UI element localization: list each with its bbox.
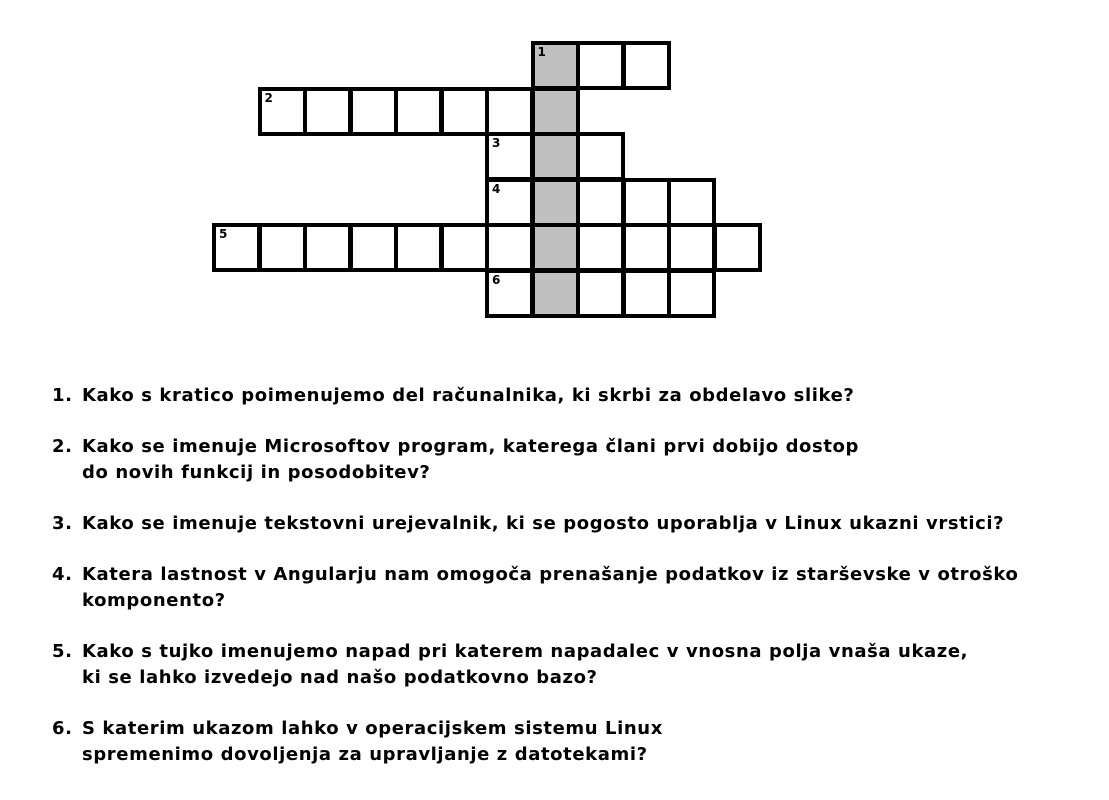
crossword-cell[interactable] [349,87,398,136]
cell-number: 5 [219,227,228,241]
crossword-cell[interactable] [576,132,625,181]
crossword-cell-solution[interactable] [531,132,580,181]
clue-item [52,639,1018,691]
cell-number: 1 [537,45,546,59]
clue-item [52,511,1018,537]
clue-text: Kako s kratico poimenujemo del računalnika, ki skrbi za obdelavo slike? [82,385,855,406]
clue-text: do novih funkcij in posodobitev? [82,462,431,483]
crossword-cell[interactable] [622,269,671,318]
crossword-cell-solution[interactable] [531,41,580,90]
cell-number: 2 [264,90,273,105]
crossword-cell[interactable] [622,41,671,90]
crossword-cell[interactable] [394,87,443,136]
crossword-cell-solution[interactable] [531,178,580,227]
clue-text: Kako se imenuje Microsoftov program, katerega člani prvi dobijo dostop [82,436,859,457]
crossword-cell[interactable] [485,87,534,136]
crossword-cell[interactable] [485,178,534,227]
crossword-cell[interactable] [576,41,625,90]
clue-text: komponento? [82,590,226,611]
clue-number: 6. [52,718,73,739]
clue-number: 4. [52,564,73,585]
crossword-cell[interactable] [667,223,716,272]
crossword-cell[interactable] [440,87,489,136]
crossword-cell[interactable] [212,223,261,272]
clue-number: 2. [52,436,73,457]
crossword-cell[interactable] [713,223,762,272]
crossword-cell-solution[interactable] [531,87,580,136]
crossword-cell[interactable] [576,269,625,318]
clue-item [52,716,1018,768]
crossword-cell[interactable] [349,223,398,272]
crossword-cell[interactable] [485,269,534,318]
crossword-cell[interactable] [303,87,352,136]
crossword-cell[interactable] [622,178,671,227]
crossword-cell[interactable] [485,132,534,181]
clue-number: 5. [52,641,73,662]
cell-number: 3 [492,136,501,150]
clue-list [52,383,1018,793]
clue-item [52,562,1018,614]
crossword-grid [0,0,1109,330]
clue-text: Kako se imenuje tekstovni urejevalnik, ki se pogosto uporablja v Linux ukazni vrstici? [82,513,1005,534]
clue-text: spremenimo dovoljenja za upravljanje z datotekami? [82,744,648,765]
clue-text: ki se lahko izvedejo nad našo podatkovno bazo? [82,667,598,688]
crossword-cell[interactable] [667,178,716,227]
cell-number: 4 [492,181,501,196]
crossword-cell[interactable] [303,223,352,272]
clue-text: Katera lastnost v Angularju nam omogoča prenašanje podatkov iz starševske v otroško [82,564,1019,585]
clue-text: Kako s tujko imenujemo napad pri katerem napadalec v vnosna polja vnaša ukaze, [82,641,969,662]
crossword-cell[interactable] [576,223,625,272]
crossword-cell[interactable] [667,269,716,318]
crossword-cell[interactable] [258,223,307,272]
clue-number: 3. [52,513,73,534]
crossword-cell[interactable] [258,87,307,136]
cell-number: 6 [492,272,501,287]
crossword-cell[interactable] [485,223,534,272]
crossword-cell-solution[interactable] [531,269,580,318]
crossword-cell[interactable] [440,223,489,272]
crossword-cell[interactable] [394,223,443,272]
crossword-cell-solution[interactable] [531,223,580,272]
clue-number: 1. [52,385,73,406]
clue-item [52,383,1018,409]
clue-text: S katerim ukazom lahko v operacijskem sistemu Linux [82,718,663,739]
clue-item [52,434,1018,486]
crossword-cell[interactable] [622,223,671,272]
crossword-cell[interactable] [576,178,625,227]
